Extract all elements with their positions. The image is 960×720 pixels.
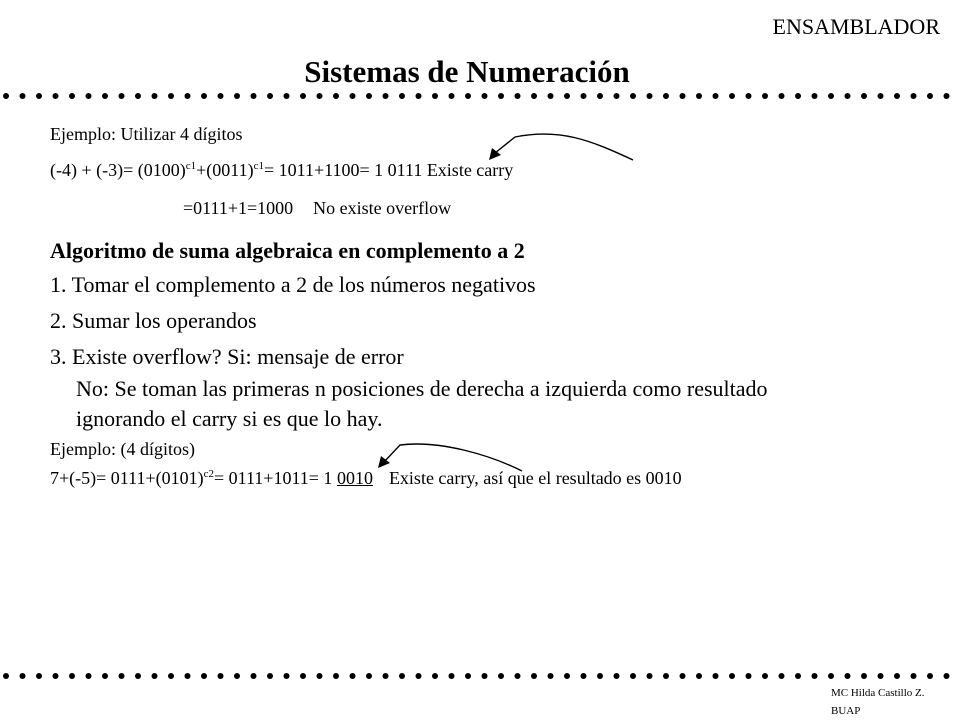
divider-dot: [284, 673, 290, 679]
divider-dot: [119, 673, 125, 679]
divider-dot: [713, 673, 719, 679]
divider-dot: [383, 673, 389, 679]
divider-dot: [218, 673, 224, 679]
divider-dot: [333, 673, 339, 679]
divider-dot: [696, 673, 702, 679]
divider-dot: [36, 673, 42, 679]
slide-title: Sistemas de Numeración: [304, 54, 630, 89]
example1-eq-part-a: (-4) + (-3)= (0100): [50, 160, 186, 180]
divider-dot: [680, 673, 686, 679]
divider-dot: [515, 673, 521, 679]
example2-intro: Ejemplo: (4 dígitos): [50, 439, 195, 459]
divider-dot: [861, 673, 867, 679]
divider-dot: [927, 673, 933, 679]
footer-author: MC Hilda Castillo Z.: [831, 687, 925, 699]
carry-arrow-2: [384, 444, 522, 471]
divider-dot: [465, 673, 471, 679]
divider-dot: [449, 673, 455, 679]
divider-dot: [366, 673, 372, 679]
divider-dot: [878, 673, 884, 679]
example1-eq-part-b: +(0011): [196, 160, 254, 180]
complement-superscript: c1: [253, 160, 265, 172]
divider-dot: [152, 673, 158, 679]
divider-dot: [762, 673, 768, 679]
complement-superscript: c1: [185, 160, 197, 172]
divider-dot: [894, 673, 900, 679]
algorithm-step-3: 3. Existe overflow? Si: mensaje de error: [50, 344, 404, 369]
divider-dot: [69, 673, 75, 679]
divider-dot: [482, 673, 488, 679]
divider-dot: [350, 673, 356, 679]
divider-dot: [647, 673, 653, 679]
example2-eq-part-a: 7+(-5)= 0111+(0101): [50, 468, 204, 488]
divider-dot: [498, 673, 504, 679]
divider-dot: [53, 673, 59, 679]
footer-institution: BUAP: [831, 705, 861, 717]
divider-dot: [234, 673, 240, 679]
divider-dot: [795, 673, 801, 679]
divider-dot: [614, 673, 620, 679]
algorithm-title: Algoritmo de suma algebraica en complemento a 2: [50, 238, 525, 263]
divider-dot: [663, 673, 669, 679]
divider-dot: [3, 673, 9, 679]
divider-dot: [416, 673, 422, 679]
divider-dot: [779, 673, 785, 679]
divider-dot: [102, 673, 108, 679]
complement-superscript: c2: [203, 468, 214, 480]
divider-dot: [564, 673, 570, 679]
divider-dot: [630, 673, 636, 679]
header-label: ENSAMBLADOR: [772, 14, 940, 39]
example2-result-underlined: 0010: [336, 468, 373, 488]
algorithm-step-2: 2. Sumar los operandos: [50, 308, 257, 333]
divider-dot: [911, 673, 917, 679]
divider-dot: [185, 673, 191, 679]
example1-eq2-part-a: =0111+1=1000: [183, 198, 294, 218]
divider-dot: [267, 673, 273, 679]
divider-dot: [432, 673, 438, 679]
divider-dot: [135, 673, 141, 679]
example1-eq2-part-b: No existe overflow: [313, 198, 452, 218]
divider-dot: [746, 673, 752, 679]
algorithm-step-3-no-line-2: ignorando el carry si es que lo hay.: [76, 406, 383, 431]
divider-dot: [531, 673, 537, 679]
divider-dot: [168, 673, 174, 679]
algorithm-step-1: 1. Tomar el complemento a 2 de los números negativos: [50, 272, 536, 297]
divider-dot: [201, 673, 207, 679]
divider-dot: [597, 673, 603, 679]
divider-dot: [86, 673, 92, 679]
example2-eq-part-b: = 0111+1011= 1: [213, 468, 337, 488]
divider-dot: [812, 673, 818, 679]
divider-dot: [317, 673, 323, 679]
divider-dot: [828, 673, 834, 679]
example1-intro: Ejemplo: Utilizar 4 dígitos: [50, 124, 243, 144]
divider-dot: [845, 673, 851, 679]
divider-dot: [300, 673, 306, 679]
example2-note: Existe carry, así que el resultado es 0010: [388, 468, 682, 488]
divider-dot: [548, 673, 554, 679]
divider-dot: [399, 673, 405, 679]
algorithm-step-3-no-line-1: No: Se toman las primeras n posiciones de derecha a izquierda como resultado: [76, 376, 768, 401]
divider-dot: [729, 673, 735, 679]
carry-arrow-1: [495, 134, 633, 160]
divider-dot: [20, 673, 26, 679]
divider-dot: [944, 673, 950, 679]
dotted-divider-bottom: [0, 670, 960, 682]
divider-dot: [581, 673, 587, 679]
example1-eq-part-c: = 1011+1100= 1 0111 Existe carry: [264, 160, 514, 180]
divider-dot: [251, 673, 257, 679]
footer-credit: [831, 684, 956, 720]
